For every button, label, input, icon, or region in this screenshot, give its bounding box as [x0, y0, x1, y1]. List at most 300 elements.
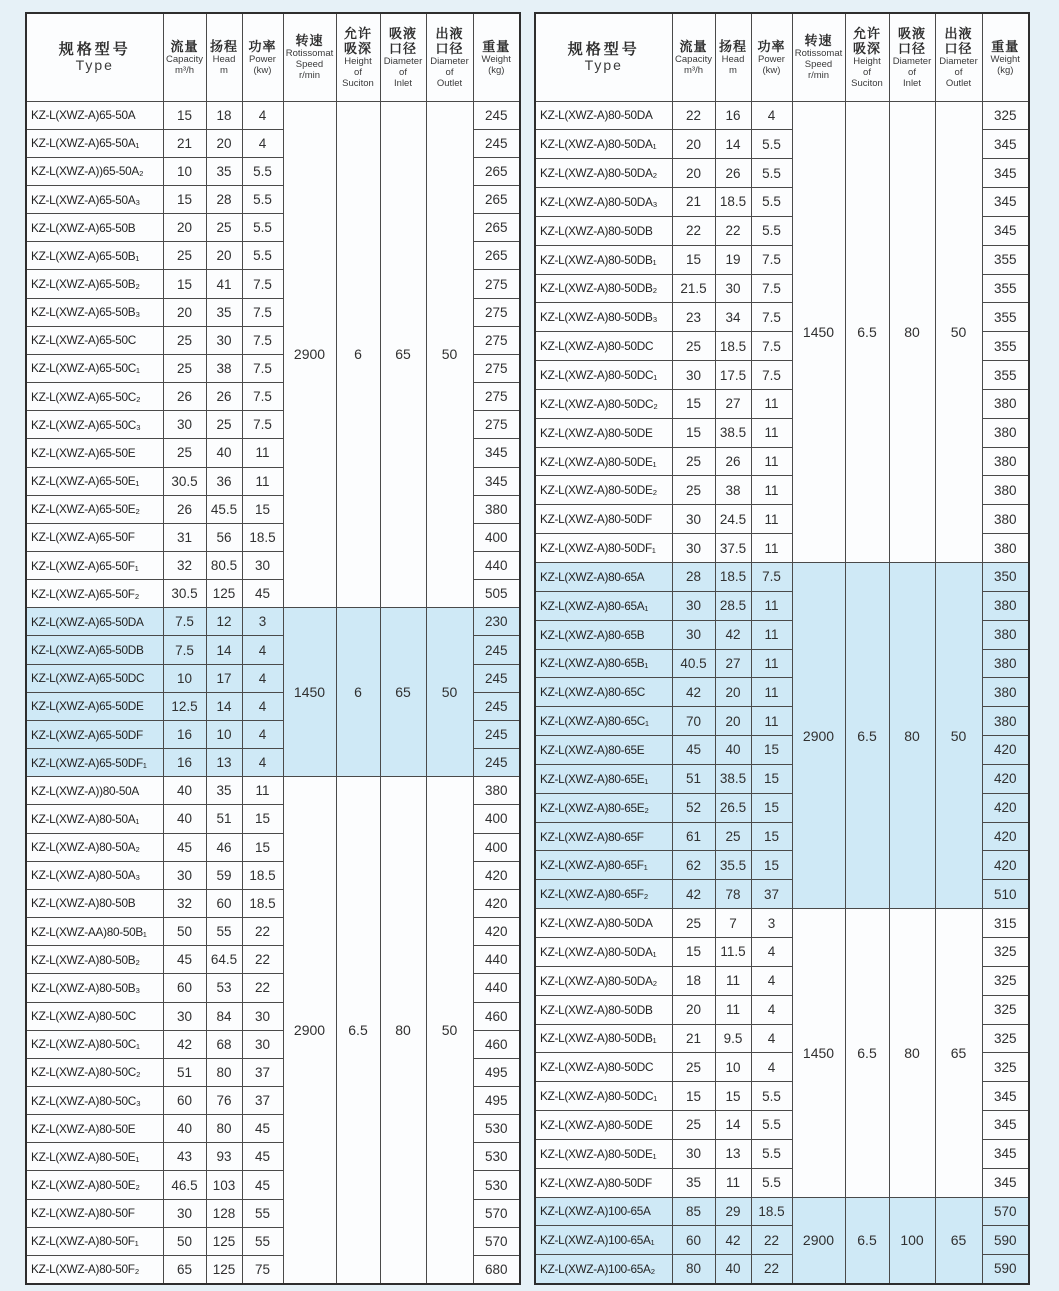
- header-en-text: (kw): [762, 64, 781, 76]
- speed-cell: 2900: [792, 1197, 845, 1284]
- power-cell: 7.5: [242, 326, 283, 354]
- model-cell: KZ-L(XWZ-A)80-50F₂: [26, 1255, 163, 1283]
- power-cell: 18.5: [242, 889, 283, 917]
- model-cell: KZ-L(XWZ-A)65-50C₂: [26, 383, 163, 411]
- weight-cell: 380: [982, 534, 1029, 563]
- outlet-cell: 50: [935, 563, 982, 909]
- head-cell: 9.5: [715, 1024, 751, 1053]
- header-zh-text: 规格型号: [567, 40, 640, 58]
- head-cell: 35: [206, 157, 242, 185]
- capacity-cell: 26: [163, 495, 206, 523]
- head-cell: 40: [715, 1255, 751, 1284]
- power-cell: 11: [751, 591, 792, 620]
- power-cell: 55: [242, 1199, 283, 1227]
- capacity-cell: 32: [163, 552, 206, 580]
- power-cell: 5.5: [751, 188, 792, 217]
- weight-cell: 315: [982, 909, 1029, 938]
- capacity-cell: 15: [163, 185, 206, 213]
- power-cell: 5.5: [242, 157, 283, 185]
- capacity-cell: 60: [163, 1086, 206, 1114]
- capacity-cell: 16: [163, 749, 206, 777]
- weight-cell: 325: [982, 995, 1029, 1024]
- weight-cell: 245: [473, 129, 520, 157]
- power-cell: 4: [242, 692, 283, 720]
- capacity-cell: 25: [163, 439, 206, 467]
- capacity-cell: 21.5: [672, 274, 715, 303]
- model-cell: KZ-L(XWZ-A)65-50C: [26, 326, 163, 354]
- model-cell: KZ-L(XWZ-A)80-50DB₁: [535, 245, 672, 274]
- power-cell: 15: [751, 822, 792, 851]
- power-cell: 7.5: [751, 563, 792, 592]
- head-cell: 28: [206, 185, 242, 213]
- header-zh-text: 重量: [482, 38, 511, 54]
- weight-cell: 275: [473, 326, 520, 354]
- head-cell: 13: [715, 1139, 751, 1168]
- model-cell: KZ-L(XWZ-A)80-50C: [26, 1002, 163, 1030]
- capacity-cell: 16: [163, 720, 206, 748]
- power-cell: 11: [751, 505, 792, 534]
- capacity-cell: 30: [672, 505, 715, 534]
- header-en-text: Power: [758, 53, 785, 65]
- weight-cell: 325: [982, 937, 1029, 966]
- col-header-weight: [473, 13, 520, 101]
- model-cell: KZ-L(XWZ-A)80-50F₁: [26, 1227, 163, 1255]
- model-cell: KZ-L(XWZ-A)65-50C₁: [26, 354, 163, 382]
- model-cell: KZ-L(XWZ-A)80-50F: [26, 1199, 163, 1227]
- power-cell: 11: [242, 467, 283, 495]
- header-zh-text: 口径: [435, 40, 464, 56]
- head-cell: 78: [715, 880, 751, 909]
- capacity-cell: 30: [672, 361, 715, 390]
- capacity-cell: 30: [163, 411, 206, 439]
- weight-cell: 380: [982, 389, 1029, 418]
- col-header-model: [535, 13, 672, 101]
- capacity-cell: 25: [163, 354, 206, 382]
- weight-cell: 400: [473, 523, 520, 551]
- model-cell: KZ-L(XWZ-A)65-50E: [26, 439, 163, 467]
- power-cell: 7.5: [751, 361, 792, 390]
- table-row: [26, 608, 520, 636]
- head-cell: 28.5: [715, 591, 751, 620]
- col-header-head: [715, 13, 751, 101]
- weight-cell: 380: [982, 476, 1029, 505]
- head-cell: 14: [715, 1111, 751, 1140]
- capacity-cell: 10: [163, 664, 206, 692]
- model-cell: KZ-L(XWZ-A)80-50DE₁: [535, 1139, 672, 1168]
- power-cell: 75: [242, 1255, 283, 1283]
- weight-cell: 380: [982, 707, 1029, 736]
- table-row: [26, 777, 520, 805]
- head-cell: 16: [715, 101, 751, 130]
- col-header-model: [26, 13, 163, 101]
- head-cell: 14: [206, 692, 242, 720]
- model-cell: KZ-L(XWZ-A)80-50DE: [535, 1111, 672, 1140]
- head-cell: 40: [206, 439, 242, 467]
- outlet-cell: 50: [426, 101, 473, 608]
- capacity-cell: 30: [163, 1199, 206, 1227]
- model-cell: KZ-L(XWZ-A)80-50DA₁: [535, 130, 672, 159]
- head-cell: 36: [206, 467, 242, 495]
- weight-cell: 380: [982, 418, 1029, 447]
- suction-cell: 6.5: [845, 909, 889, 1197]
- head-cell: 22: [715, 216, 751, 245]
- header-en-text: Speed: [295, 59, 324, 71]
- model-cell: KZ-L(XWZ-A)80-50DC₁: [535, 361, 672, 390]
- power-cell: 4: [751, 966, 792, 995]
- capacity-cell: 61: [672, 822, 715, 851]
- header-zh-text: 扬程: [209, 38, 238, 54]
- table-row: [535, 563, 1029, 592]
- weight-cell: 380: [982, 678, 1029, 707]
- header-en-text: Head: [721, 53, 745, 65]
- weight-cell: 265: [473, 157, 520, 185]
- power-cell: 11: [751, 447, 792, 476]
- power-cell: 7.5: [751, 303, 792, 332]
- header-zh-text: 转速: [804, 33, 833, 49]
- outlet-cell: 65: [935, 1197, 982, 1284]
- weight-cell: 570: [473, 1227, 520, 1255]
- head-cell: 35: [206, 777, 242, 805]
- header-zh-text: 重量: [991, 38, 1020, 54]
- power-cell: 45: [242, 1115, 283, 1143]
- model-cell: KZ-L(XWZ-A)80-50DB₁: [535, 1024, 672, 1053]
- power-cell: 15: [242, 833, 283, 861]
- power-cell: 4: [751, 1053, 792, 1082]
- weight-cell: 345: [982, 1139, 1029, 1168]
- header-en-text: Suciton: [851, 77, 883, 89]
- model-cell: KZ-L(XWZ-A)80-50B₂: [26, 946, 163, 974]
- power-cell: 7.5: [751, 274, 792, 303]
- head-cell: 42: [715, 1226, 751, 1255]
- header-zh-text: 出液: [944, 25, 973, 41]
- table-row: [535, 909, 1029, 938]
- header-zh-text: 流量: [170, 38, 199, 54]
- header-en-text: Weight: [990, 53, 1020, 65]
- col-header-outlet: [935, 13, 982, 101]
- weight-cell: 345: [982, 188, 1029, 217]
- model-cell: KZ-L(XWZ-A)80-50DC: [535, 1053, 672, 1082]
- model-cell: KZ-L(XWZ-A)80-50DF: [535, 1168, 672, 1197]
- weight-cell: 530: [473, 1115, 520, 1143]
- header-en-text: (kg): [488, 64, 505, 76]
- power-cell: 11: [751, 649, 792, 678]
- speed-cell: 2900: [283, 101, 336, 608]
- power-cell: 4: [751, 995, 792, 1024]
- header-en-text: m³/h: [684, 64, 703, 76]
- power-cell: 22: [751, 1226, 792, 1255]
- capacity-cell: 30: [672, 1139, 715, 1168]
- capacity-cell: 30: [163, 861, 206, 889]
- capacity-cell: 15: [672, 937, 715, 966]
- model-cell: KZ-L(XWZ-A)65-50A₃: [26, 185, 163, 213]
- head-cell: 20: [206, 129, 242, 157]
- inlet-cell: 100: [889, 1197, 935, 1284]
- weight-cell: 325: [982, 101, 1029, 130]
- capacity-cell: 22: [672, 101, 715, 130]
- model-cell: KZ-L(XWZ-A)80-50DA₁: [535, 937, 672, 966]
- header-zh-text: 口径: [944, 40, 973, 56]
- model-cell: KZ-L(XWZ-A)80-50DE₁: [535, 447, 672, 476]
- head-cell: 80.5: [206, 552, 242, 580]
- header-en-text: Capacity: [166, 53, 203, 65]
- header-en-text: r/min: [807, 70, 830, 82]
- head-cell: 76: [206, 1086, 242, 1114]
- header-zh-text: 吸液: [388, 25, 417, 41]
- model-cell: KZ-L(XWZ-A)100-65A₂: [535, 1255, 672, 1284]
- capacity-cell: 45: [672, 736, 715, 765]
- model-cell: KZ-L(XWZ-A)65-50B₂: [26, 270, 163, 298]
- capacity-cell: 12.5: [163, 692, 206, 720]
- power-cell: 11: [751, 707, 792, 736]
- head-cell: 27: [715, 649, 751, 678]
- weight-cell: 380: [982, 505, 1029, 534]
- weight-cell: 275: [473, 354, 520, 382]
- head-cell: 26: [715, 159, 751, 188]
- model-cell: KZ-L(XWZ-A)65-50DF₁: [26, 749, 163, 777]
- model-cell: KZ-L(XWZ-A)80-50A₃: [26, 861, 163, 889]
- capacity-cell: 51: [163, 1058, 206, 1086]
- head-cell: 93: [206, 1143, 242, 1171]
- model-cell: KZ-L(XWZ-A)80-65C: [535, 678, 672, 707]
- head-cell: 38.5: [715, 764, 751, 793]
- model-cell: KZ-L(XWZ-A)80-65B: [535, 620, 672, 649]
- power-cell: 4: [242, 636, 283, 664]
- head-cell: 18.5: [715, 188, 751, 217]
- model-cell: KZ-L(XWZ-A)80-65F: [535, 822, 672, 851]
- capacity-cell: 22: [672, 216, 715, 245]
- weight-cell: 440: [473, 946, 520, 974]
- head-cell: 38.5: [715, 418, 751, 447]
- header-en-text: Outlet: [436, 77, 463, 89]
- capacity-cell: 25: [672, 476, 715, 505]
- capacity-cell: 20: [163, 214, 206, 242]
- capacity-cell: 80: [672, 1255, 715, 1284]
- power-cell: 7.5: [242, 298, 283, 326]
- capacity-cell: 52: [672, 793, 715, 822]
- power-cell: 15: [751, 793, 792, 822]
- header-en-text: (kw): [253, 64, 272, 76]
- header-row: [26, 13, 520, 101]
- weight-cell: 495: [473, 1058, 520, 1086]
- head-cell: 45.5: [206, 495, 242, 523]
- model-cell: KZ-L(XWZ-A)80-50DB₂: [535, 274, 672, 303]
- head-cell: 53: [206, 974, 242, 1002]
- head-cell: 30: [206, 326, 242, 354]
- header-zh-text: 吸深: [343, 40, 372, 56]
- model-cell: KZ-L(XWZ-A)80-50B: [26, 889, 163, 917]
- weight-cell: 325: [982, 1024, 1029, 1053]
- power-cell: 45: [242, 1171, 283, 1199]
- head-cell: 17: [206, 664, 242, 692]
- inlet-cell: 80: [889, 563, 935, 909]
- model-cell: KZ-L(XWZ-A)80-50DA₃: [535, 188, 672, 217]
- power-cell: 37: [242, 1058, 283, 1086]
- capacity-cell: 70: [672, 707, 715, 736]
- header-en-text: m: [220, 64, 228, 76]
- header-en-text: Capacity: [675, 53, 712, 65]
- model-cell: KZ-L(XWZ-A)80-50E₂: [26, 1171, 163, 1199]
- model-cell: KZ-L(XWZ-A)80-50DC₂: [535, 389, 672, 418]
- speed-cell: 1450: [792, 909, 845, 1197]
- power-cell: 5.5: [242, 185, 283, 213]
- power-cell: 11: [242, 439, 283, 467]
- capacity-cell: 15: [672, 245, 715, 274]
- power-cell: 4: [242, 664, 283, 692]
- power-cell: 18.5: [242, 861, 283, 889]
- inlet-cell: 65: [380, 608, 426, 777]
- col-header-speed: [792, 13, 845, 101]
- capacity-cell: 21: [672, 188, 715, 217]
- inlet-cell: 80: [889, 101, 935, 563]
- model-cell: KZ-L(XWZ-A)80-65E: [535, 736, 672, 765]
- model-cell: KZ-L(XWZ-A)80-65C₁: [535, 707, 672, 736]
- power-cell: 55: [242, 1227, 283, 1255]
- model-cell: KZ-L(XWZ-A)65-50DA: [26, 608, 163, 636]
- head-cell: 40: [715, 736, 751, 765]
- weight-cell: 420: [473, 889, 520, 917]
- col-header-inlet: [380, 13, 426, 101]
- suction-cell: 6.5: [845, 101, 889, 563]
- weight-cell: 420: [982, 793, 1029, 822]
- header-en-text: (kg): [997, 64, 1014, 76]
- capacity-cell: 25: [672, 1053, 715, 1082]
- head-cell: 17.5: [715, 361, 751, 390]
- weight-cell: 345: [982, 159, 1029, 188]
- model-cell: KZ-L(XWZ-A)80-50DA: [535, 101, 672, 130]
- weight-cell: 420: [473, 918, 520, 946]
- col-header-head: [206, 13, 242, 101]
- capacity-cell: 40: [163, 1115, 206, 1143]
- capacity-cell: 85: [672, 1197, 715, 1226]
- capacity-cell: 30.5: [163, 467, 206, 495]
- header-en-text: of: [954, 66, 963, 78]
- capacity-cell: 28: [672, 563, 715, 592]
- header-en-text: Rotissomat: [794, 48, 843, 60]
- weight-cell: 495: [473, 1086, 520, 1114]
- header-zh-text: 口径: [388, 40, 417, 56]
- power-cell: 45: [242, 580, 283, 608]
- model-cell: KZ-L(XWZ-A)100-65A: [535, 1197, 672, 1226]
- model-cell: KZ-L(XWZ-A)80-65F₂: [535, 880, 672, 909]
- head-cell: 26: [206, 383, 242, 411]
- head-cell: 59: [206, 861, 242, 889]
- header-en-text: Type: [584, 56, 623, 73]
- model-cell: KZ-L(XWZ-A)65-50DB: [26, 636, 163, 664]
- capacity-cell: 15: [163, 101, 206, 129]
- power-cell: 22: [242, 974, 283, 1002]
- capacity-cell: 42: [163, 1030, 206, 1058]
- capacity-cell: 10: [163, 157, 206, 185]
- head-cell: 103: [206, 1171, 242, 1199]
- weight-cell: 680: [473, 1255, 520, 1283]
- model-cell: KZ-L(XWZ-A)65-50C₃: [26, 411, 163, 439]
- outlet-cell: 50: [426, 608, 473, 777]
- head-cell: 24.5: [715, 505, 751, 534]
- power-cell: 5.5: [751, 216, 792, 245]
- power-cell: 11: [751, 534, 792, 563]
- weight-cell: 590: [982, 1226, 1029, 1255]
- col-header-power: [751, 13, 792, 101]
- model-cell: KZ-L(XWZ-A)80-50B₃: [26, 974, 163, 1002]
- header-en-text: Suciton: [342, 77, 374, 89]
- model-cell: KZ-L(XWZ-A)80-50E₁: [26, 1143, 163, 1171]
- capacity-cell: 30: [672, 591, 715, 620]
- weight-cell: 355: [982, 303, 1029, 332]
- header-zh-text: 出液: [435, 25, 464, 41]
- table-row: [26, 101, 520, 129]
- header-en-text: m: [729, 64, 737, 76]
- model-cell: KZ-L(XWZ-A)65-50A: [26, 101, 163, 129]
- capacity-cell: 20: [672, 159, 715, 188]
- weight-cell: 400: [473, 805, 520, 833]
- header-zh-text: 允许: [343, 25, 372, 41]
- model-cell: KZ-L(XWZ-A)80-65A: [535, 563, 672, 592]
- inlet-cell: 80: [889, 909, 935, 1197]
- power-cell: 5.5: [242, 214, 283, 242]
- power-cell: 11: [751, 620, 792, 649]
- head-cell: 30: [715, 274, 751, 303]
- capacity-cell: 25: [672, 447, 715, 476]
- power-cell: 18.5: [751, 1197, 792, 1226]
- power-cell: 11: [751, 476, 792, 505]
- power-cell: 4: [751, 101, 792, 130]
- weight-cell: 420: [982, 822, 1029, 851]
- weight-cell: 275: [473, 298, 520, 326]
- power-cell: 5.5: [751, 159, 792, 188]
- head-cell: 80: [206, 1115, 242, 1143]
- suction-cell: 6: [336, 608, 380, 777]
- power-cell: 15: [242, 495, 283, 523]
- capacity-cell: 51: [672, 764, 715, 793]
- weight-cell: 355: [982, 361, 1029, 390]
- power-cell: 4: [242, 720, 283, 748]
- header-row: [535, 13, 1029, 101]
- col-header-capacity: [163, 13, 206, 101]
- head-cell: 55: [206, 918, 242, 946]
- header-en-text: r/min: [298, 70, 321, 82]
- model-cell: KZ-L(XWZ-A)80-50DA: [535, 909, 672, 938]
- weight-cell: 420: [982, 736, 1029, 765]
- capacity-cell: 60: [163, 974, 206, 1002]
- capacity-cell: 25: [672, 1111, 715, 1140]
- weight-cell: 440: [473, 552, 520, 580]
- capacity-cell: 15: [672, 1082, 715, 1111]
- col-header-capacity: [672, 13, 715, 101]
- weight-cell: 265: [473, 242, 520, 270]
- header-en-text: of: [399, 66, 407, 78]
- inlet-cell: 65: [380, 101, 426, 608]
- weight-cell: 345: [982, 216, 1029, 245]
- speed-cell: 1450: [283, 608, 336, 777]
- capacity-cell: 20: [672, 130, 715, 159]
- head-cell: 11: [715, 966, 751, 995]
- capacity-cell: 30: [163, 1002, 206, 1030]
- power-cell: 15: [751, 764, 792, 793]
- capacity-cell: 7.5: [163, 636, 206, 664]
- model-cell: KZ-L(XWZ-A)65-50DC: [26, 664, 163, 692]
- power-cell: 7.5: [242, 411, 283, 439]
- power-cell: 18.5: [242, 523, 283, 551]
- head-cell: 68: [206, 1030, 242, 1058]
- model-cell: KZ-L(XWZ-A)80-65E₁: [535, 764, 672, 793]
- model-cell: KZ-L(XWZ-A)80-50DA₂: [535, 159, 672, 188]
- header-zh-text: 扬程: [718, 38, 747, 54]
- head-cell: 20: [206, 242, 242, 270]
- head-cell: 29: [715, 1197, 751, 1226]
- head-cell: 34: [715, 303, 751, 332]
- header-zh-text: 转速: [295, 33, 324, 49]
- power-cell: 7.5: [751, 245, 792, 274]
